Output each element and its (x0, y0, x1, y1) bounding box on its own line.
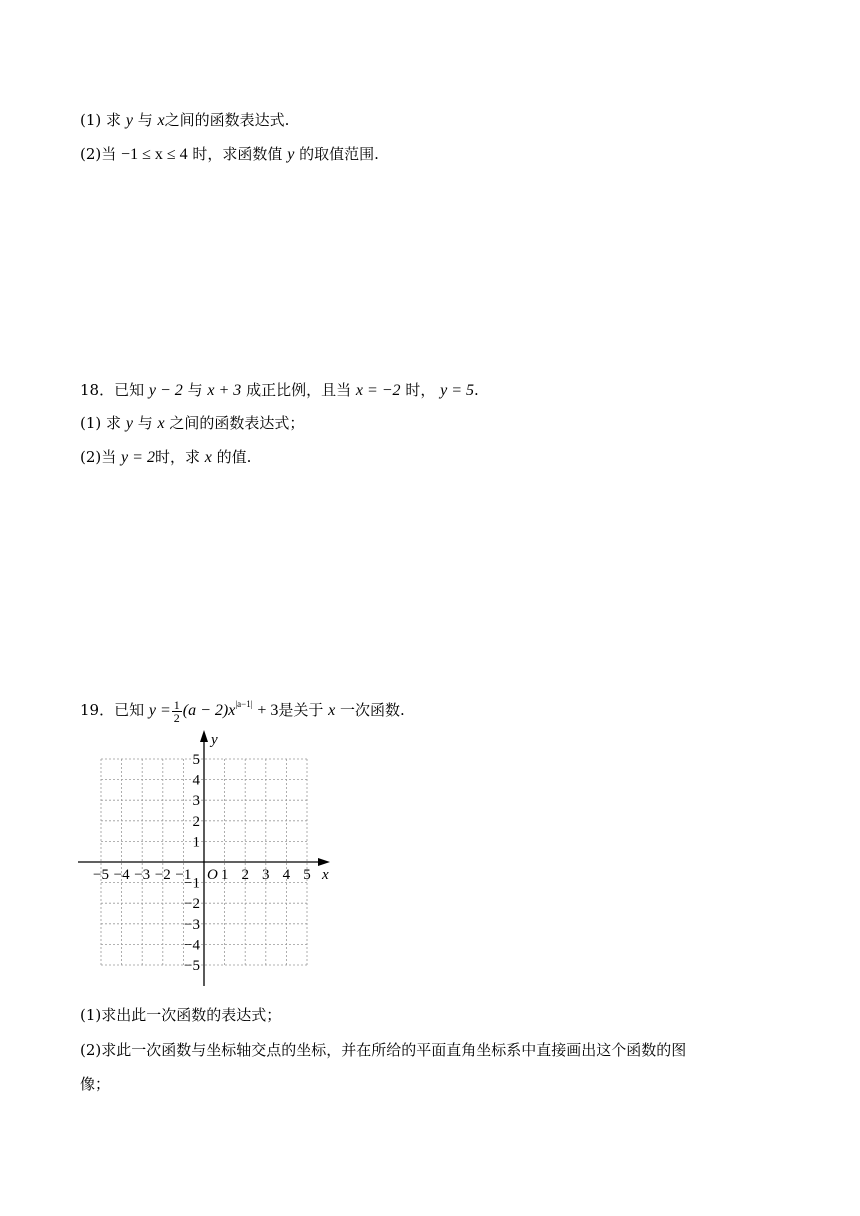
axis-labels (93, 732, 329, 974)
q19-part2: (2)求此一次函数与坐标轴交点的坐标，并在所给的平面直角坐标系中直接画出这个函数的图 (80, 1041, 687, 1059)
q19-part2-continued: 像； (80, 1075, 111, 1093)
exponent: |a−1| (235, 699, 253, 709)
y-tick-label: 5 (192, 752, 200, 768)
y-tick-label: −3 (184, 916, 200, 933)
fraction: $\frac{1}{2}$ (173, 697, 180, 725)
x-axis-arrow-icon (318, 858, 330, 866)
origin-label: O (207, 867, 218, 883)
x-axis-label: x (322, 867, 329, 883)
x-tick-label: 1 (220, 867, 229, 883)
y-tick-label: −5 (184, 958, 200, 974)
q18-part1: (1) 求 y 与 x 之间的函数表达式； (80, 414, 305, 432)
x-tick-label: −3 (134, 867, 151, 883)
y-axis-arrow-icon (200, 730, 208, 742)
y-axis-label: y (211, 732, 218, 748)
y-tick-label: −4 (184, 937, 200, 954)
coordinate-grid (70, 728, 340, 990)
y-tick-label: 2 (192, 813, 200, 830)
q18-part2: (2)当 y = 2时，求 x 的值. (80, 448, 252, 466)
y-tick-label: 3 (192, 793, 200, 810)
y-tick-label: 1 (192, 834, 200, 851)
x-tick-label: 4 (282, 867, 291, 883)
y-tick-label: −2 (184, 896, 200, 913)
q18-stem: 18．已知 y − 2 与 x + 3 成正比例，且当 x = −2 时， y = 5. (80, 381, 479, 399)
x-tick-label: 2 (241, 867, 249, 883)
x-tick-label: 3 (262, 867, 270, 883)
q17-part2: (2)当 −1 ≤ x ≤ 4 时，求函数值 y 的取值范围. (80, 145, 379, 163)
x-tick-label: 5 (303, 867, 311, 883)
y-tick-label: −1 (184, 875, 200, 892)
q19-part1: (1)求出此一次函数的表达式； (80, 1006, 282, 1024)
x-tick-label: −4 (113, 867, 130, 883)
q19-stem: 19．已知 y = $\frac{1}{2}$ $(a - 2)x^{|a-1|} + 3$是关于 x 一次函数. (80, 697, 405, 725)
axes (78, 730, 330, 986)
q17-part1: (1) 求 y 与 x之间的函数表达式. (80, 111, 290, 129)
y-tick-label: 4 (192, 772, 200, 789)
x-tick-label: −2 (154, 867, 171, 883)
x-tick-label: −5 (93, 867, 109, 883)
x-tick-label: −1 (175, 867, 192, 883)
